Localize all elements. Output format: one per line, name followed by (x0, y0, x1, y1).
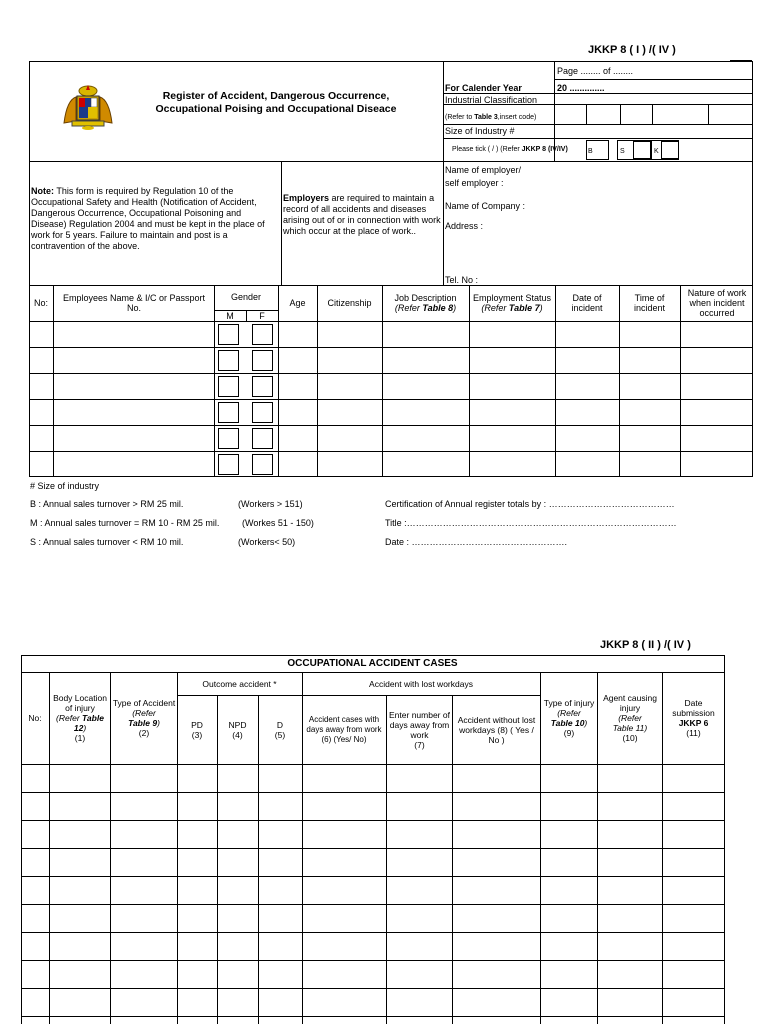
form1-title-line1: Register of Accident, Dangerous Occurrence, (162, 90, 390, 102)
f2-col-agent: Agent causing injury (Refer Table 11) (10) (603, 693, 657, 743)
date-field[interactable]: Date : ……………………………………………. (385, 537, 568, 547)
f2-col-days-away: Enter number of days away from work (7) (389, 709, 450, 750)
col-date-incident: Date of incident (571, 293, 603, 313)
size-of-industry-label: Size of Industry # (445, 126, 515, 136)
f2-col-cases-away: Accident cases with days away from work (6) (Yes/ No) (306, 714, 382, 744)
f2-col-body-location: Body Location of injury (Refer Table 12) (1) (53, 693, 107, 743)
col-age: Age (289, 298, 306, 308)
col-no: No: (33, 298, 48, 308)
size-s-workers: (Workers< 50) (238, 537, 296, 547)
tel-label: Tel. No : (445, 275, 479, 285)
form2-code: JKKP 8 ( II ) /( IV ) (600, 639, 691, 651)
size-b-checkbox[interactable]: B (586, 140, 609, 160)
size-s-line: S : Annual sales turnover < RM 10 mil. (30, 537, 184, 547)
gender-f-box[interactable] (252, 324, 273, 345)
calendar-year-label: For Calender Year (445, 83, 522, 93)
name-employer-label: Name of employer/ (445, 165, 522, 175)
address-label: Address : (445, 221, 484, 231)
col-gender: Gender (230, 292, 262, 302)
malaysia-crest-logo (60, 83, 116, 131)
employers-text: Employers are required to maintain a record of all accidents and diseases arising out of or in connection with work which occur at the place of work.. (283, 193, 441, 236)
col-citizenship: Citizenship (327, 298, 372, 308)
lost-workdays-header: Accident with lost workdays (369, 678, 473, 689)
f2-col-type-injury: Type of injury (Refer Table 10) (9) (543, 698, 595, 738)
f2-col-without-lost: Accident without lost workdays (8) ( Yes / No ) (457, 714, 536, 745)
form1-title (130, 90, 422, 116)
gender-m-box[interactable] (218, 350, 239, 371)
title-field[interactable]: Title :……………………………………………………………………………… (385, 518, 677, 528)
size-m-workers: (Workes 51 - 150) (242, 518, 314, 528)
col-gender-m: M (226, 310, 234, 321)
form2-heading: OCCUPATIONAL ACCIDENT CASES (287, 657, 458, 669)
gender-f-box[interactable] (252, 402, 273, 423)
gender-m-box[interactable] (218, 428, 239, 449)
size-b-workers: (Workers > 151) (238, 499, 303, 509)
refer-table3-note: (Refer to Table 3,insert code) (445, 114, 537, 121)
col-nature-work: Nature of work when incident occurred (687, 288, 747, 318)
col-time-incident: Time of incident (633, 293, 666, 313)
industrial-classification-label: Industrial Classification (445, 95, 538, 105)
note-text: Note: This form is required by Regulation 10 of the Occupational Safety and Health (Notification of Accident, Dangerous Occurrence, Occupational Poisoning and Disease) Regulation 2004 and must be kept in the place of work for 5 years. Failure to maintain and post is a contravention of the above. (31, 186, 265, 251)
col-gender-f: F (259, 310, 265, 321)
gender-f-box[interactable] (252, 428, 273, 449)
certification-field[interactable]: Certification of Annual register totals by : …………………………………… (385, 499, 675, 509)
size-m-line: M : Annual sales turnover = RM 10 - RM 25 mil. (30, 518, 220, 528)
gender-f-box[interactable] (252, 350, 273, 371)
col-employee-name: Employees Name & I/C or Passport No. (62, 293, 206, 313)
col-job-description: Job Description (Refer Table 8) (394, 293, 457, 313)
size-b-line: B : Annual sales turnover > RM 25 mil. (30, 499, 184, 509)
calendar-year-value: 20 .............. (557, 83, 605, 93)
gender-m-box[interactable] (218, 402, 239, 423)
gender-f-box[interactable] (252, 376, 273, 397)
f2-col-no: No: (28, 713, 42, 723)
size-s-checkbox[interactable]: S (617, 140, 651, 160)
company-name-label: Name of Company : (445, 201, 526, 211)
f2-col-pd: PD (3) (191, 719, 203, 740)
please-tick-note: Please tick ( / ) (Refer JKKP 8 (IV/IV) (452, 146, 568, 153)
gender-m-box[interactable] (218, 324, 239, 345)
gender-m-box[interactable] (218, 376, 239, 397)
self-employer-label: self employer : (445, 178, 504, 188)
f2-col-type-accident: Type of Accident (Refer Table 9) (2) (112, 698, 176, 738)
gender-m-box[interactable] (218, 454, 239, 475)
form1-title-line2: Occupational Poising and Occupational Diseace (155, 103, 397, 115)
form1-code: JKKP 8 ( I ) /( IV ) (588, 44, 676, 56)
f2-col-d: D (5) (274, 719, 286, 740)
gender-f-box[interactable] (252, 454, 273, 475)
page-label: Page ........ of ........ (557, 66, 634, 76)
col-employment-status: Employment Status (Refer Table 7) (472, 293, 552, 313)
f2-col-date-submission: Date submission JKKP 6 (11) (672, 698, 715, 738)
size-footnote-title: # Size of industry (30, 481, 100, 491)
size-k-checkbox[interactable]: K (651, 140, 679, 160)
f2-col-npd: NPD (4) (228, 719, 247, 740)
outcome-accident-header: Outcome accident * (202, 678, 277, 689)
